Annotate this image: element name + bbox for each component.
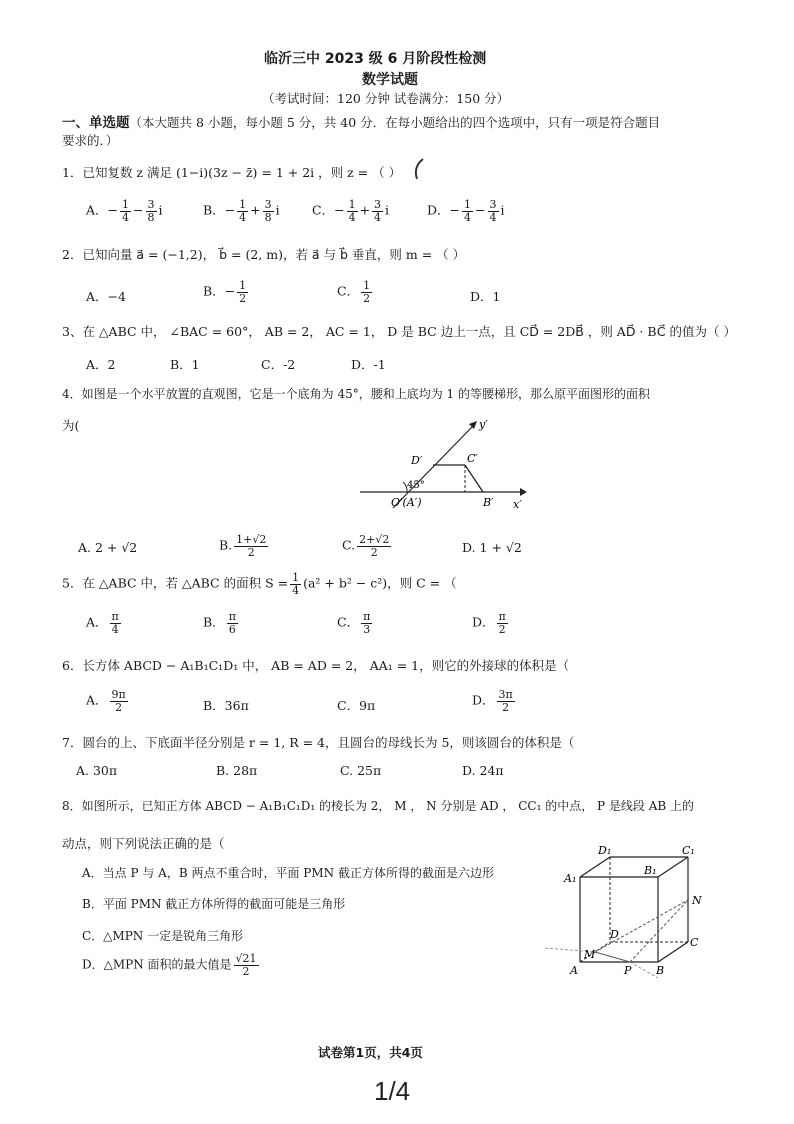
q7-stem: 7．圆台的上、下底面半径分别是 r = 1, R = 4，且圆台的母线长为 5，则该圆台的体积是（ <box>62 735 575 750</box>
svg-text:B: B <box>656 964 665 977</box>
section-desc: （本大题共 8 小题，每小题 5 分，共 40 分．在每小题给出的四个选项中，只有一项是符合题目 <box>129 115 661 130</box>
q3-stem: 3、在 △ABC 中， ∠BAC = 60°， AB = 2， AC = 1， D 是 BC 边上一点，且 CD⃗ = 2DB⃗ ，则 AD⃗ · BC⃗ 的值为（ ） <box>62 324 736 339</box>
q7-opt-b: B. 28π <box>216 763 258 778</box>
q8-opt-a: A．当点 P 与 A，B 两点不重合时，平面 PMN 截正方体所得的截面是六边形 <box>82 866 494 880</box>
exam-info: （考试时间：120 分钟 试卷满分：150 分） <box>262 91 510 106</box>
q4-opt-c: C. $\frac{2+√2}{2}$ <box>342 533 390 559</box>
q5-opt-a: A． $\frac{\pi}{4}$ <box>86 610 119 636</box>
q1-opt-d: D．− $\frac{1}{4}$ − $\frac{3}{4}$ i <box>427 198 505 224</box>
svg-text:N: N <box>692 894 702 907</box>
q8-opt-c: C．△MPN 一定是锐角三角形 <box>82 929 244 943</box>
q3-opt-b: B．1 <box>170 357 200 372</box>
svg-text:A: A <box>570 964 578 977</box>
svg-text:P: P <box>624 964 632 977</box>
q5-opt-b: B． $\frac{\pi}{6}$ <box>203 610 236 636</box>
trap-right-leg <box>465 465 483 492</box>
svg-text:A₁: A₁ <box>564 872 577 885</box>
section-heading <box>62 111 660 131</box>
q4-stem-line2: 为( <box>62 418 80 433</box>
label-o: O′(A′) <box>391 496 422 509</box>
q2-opt-a: A．−4 <box>86 289 126 304</box>
label-d: D′ <box>411 454 423 467</box>
page-counter: 1/4 <box>374 1076 411 1106</box>
q1-opt-a: A．− $\frac{1}{4}$ − $\frac{3}{8}$ i <box>86 198 163 224</box>
label-c: C′ <box>467 452 478 465</box>
section-desc-cont: 要求的．） <box>62 133 119 148</box>
exam-title: 临沂三中 2023 级 6 月阶段性检测 <box>264 51 487 67</box>
q6-opt-a: A． $\frac{9\pi}{2}$ <box>86 688 126 714</box>
q6-stem: 6．长方体 ABCD − A₁B₁C₁D₁ 中， AB = AD = 2， AA₁ = 1，则它的外接球的体积是（ <box>62 658 570 673</box>
q8-opt-b: B．平面 PMN 截正方体所得的截面可能是三角形 <box>82 897 346 911</box>
q1-opt-c: C．− $\frac{1}{4}$ + $\frac{3}{4}$ i <box>312 198 390 224</box>
q1-opt-b: B．− $\frac{1}{4}$ + $\frac{3}{8}$ i <box>203 198 280 224</box>
svg-text:M: M <box>584 948 596 961</box>
q7-opt-c: C. 25π <box>340 763 382 778</box>
q3-opt-d: D．-1 <box>351 357 386 372</box>
q8-stem-line1: 8．如图所示，已知正方体 ABCD − A₁B₁C₁D₁ 的棱长为 2， M ， N 分别是 AD ， CC₁ 的中点， P 是线段 AB 上的 <box>62 799 695 813</box>
label-x: x′ <box>513 498 522 511</box>
q2-stem: 2．已知向量 a⃗ = (−1,2)， b⃗ = (2, m)，若 a⃗ 与 b⃗ 垂直，则 m = （ ） <box>62 247 466 262</box>
q2-opt-d: D．1 <box>470 289 501 304</box>
q4-opt-b: B. $\frac{1+√2}{2}$ <box>219 533 267 559</box>
section-label: 一、单选题 <box>62 115 130 131</box>
q4-opt-d: D. 1 + √2 <box>462 540 522 555</box>
label-b: B′ <box>483 496 494 509</box>
q1-stem: 1．已知复数 z 满足 (1−i)(3z − z̄) = 1 + 2i ，则 z = （ ） <box>62 165 402 180</box>
q4-figure <box>355 418 535 518</box>
q3-opt-c: C．-2 <box>261 357 296 372</box>
exam-subtitle: 数学试题 <box>362 72 418 88</box>
q5-opt-d: D． $\frac{\pi}{2}$ <box>472 610 506 636</box>
q6-opt-d: D． $\frac{3\pi}{2}$ <box>472 688 513 714</box>
svg-text:D: D <box>610 928 619 941</box>
q7-opt-d: D. 24π <box>462 763 504 778</box>
q7-opt-a: A. 30π <box>76 763 118 778</box>
page-footer: 试卷第1页，共4页 <box>318 1045 423 1060</box>
handwritten-mark <box>405 155 435 185</box>
q2-opt-b: B．− $\frac{1}{2}$ <box>203 279 247 305</box>
q8-cube-figure <box>540 840 715 980</box>
q4-opt-a: A. 2 + √2 <box>78 540 138 555</box>
svg-text:B₁: B₁ <box>644 864 657 877</box>
svg-text:D₁: D₁ <box>598 844 612 857</box>
q6-opt-b: B．36π <box>203 698 249 713</box>
q2-opt-c: C． $\frac{1}{2}$ <box>337 279 371 305</box>
label-angle: 45° <box>407 480 425 491</box>
y-axis-arrow <box>469 421 477 429</box>
label-y: y′ <box>479 418 488 431</box>
q8-stem-line2: 动点，则下列说法正确的是（ <box>62 836 225 851</box>
q5-stem: 5．在 △ABC 中，若 △ABC 的面积 S = $\frac{1}{4}$ (a² + b² − c²)，则 C = （ <box>62 571 457 597</box>
q6-opt-c: C．9π <box>337 698 376 713</box>
q8-opt-d: D．△MPN 面积的最大值是 $\frac{√21}{2}$ <box>82 952 257 978</box>
svg-text:C₁: C₁ <box>682 844 695 857</box>
q3-opt-a: A．2 <box>86 357 116 372</box>
x-axis-arrow <box>520 488 527 496</box>
q5-opt-c: C． $\frac{\pi}{3}$ <box>337 610 371 636</box>
svg-text:C: C <box>690 936 699 949</box>
q4-stem-line1: 4．如图是一个水平放置的直观图，它是一个底角为 45°，腰和上底均为 1 的等腰梯形，那么原平面图形的面积 <box>62 387 650 401</box>
